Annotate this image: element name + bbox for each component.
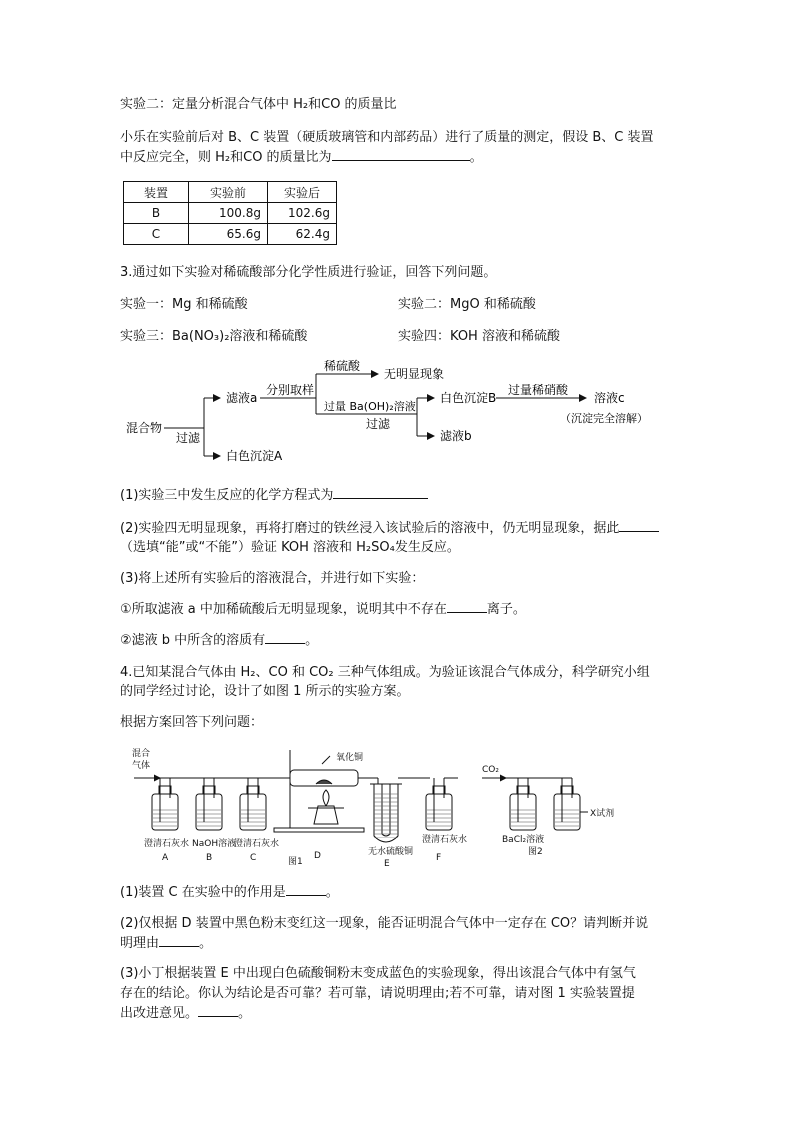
table-cell: 62.4g: [268, 224, 337, 245]
flow-dissolve: （沉淀完全溶解）: [560, 412, 648, 425]
fig-label-c-reagent: 澄清石灰水: [234, 839, 280, 849]
fig-co2: CO₂: [482, 765, 499, 775]
flow-filter1: 过滤: [176, 431, 201, 445]
fig-label-f-reagent: 澄清石灰水: [422, 835, 468, 845]
q3-s3b: ②滤液 b 中所含的溶质有 。: [120, 629, 680, 652]
fig-x-reagent: X试剂: [590, 809, 615, 819]
fig-gas-in-2: 气体: [132, 761, 151, 771]
table-cell: 65.6g: [189, 224, 268, 245]
bottle-a: [152, 778, 178, 830]
fig-label-a-reagent: 澄清石灰水: [144, 839, 190, 849]
fig-label-b-reagent: NaOH溶液: [192, 839, 237, 849]
q4-intro-line2: 的同学经过讨论，设计了如图 1 所示的实验方案。: [120, 684, 410, 699]
q4-answer-intro: 根据方案回答下列问题：: [120, 715, 264, 730]
flow-nitric: 过量稀硝酸: [508, 383, 569, 397]
q4-intro-line1: 4.已知某混合气体由 H₂、CO 和 CO₂ 三种气体组成。为验证该混合气体成分，科学研究小组: [120, 665, 650, 680]
fig-label-e: E: [384, 859, 390, 869]
fig-label-b: B: [206, 853, 213, 863]
flow-acid: 稀硫酸: [324, 359, 361, 373]
fig-label-f: F: [436, 853, 442, 863]
fig-label-a: A: [162, 853, 169, 863]
q3-s2-line1: (2)实验四无明显现象，再将打磨过的铁丝浸入该试验后的溶液中，仍无明显现象，据此: [120, 517, 680, 540]
table-cell: 100.8g: [189, 203, 268, 224]
answer-blank[interactable]: [286, 881, 326, 896]
q4-s2-line2: 明理由 。: [120, 932, 680, 955]
q3-s3a: ①所取滤液 a 中加稀硫酸后无明显现象，说明其中不存在 离子。: [120, 598, 680, 621]
answer-blank[interactable]: [265, 629, 305, 644]
answer-blank[interactable]: [198, 1002, 238, 1017]
apparatus-figure: [130, 744, 660, 870]
q3-exp2: 实验二：MgO 和稀硫酸: [398, 297, 536, 312]
q4-s3-line1: (3)小丁根据装置 E 中出现白色硫酸铜粉末变成蓝色的实验现象，得出该混合气体中有氢气: [120, 966, 636, 981]
flow-filter2: 过滤: [366, 417, 391, 431]
answer-blank[interactable]: [332, 146, 470, 161]
flow-filtrate-b: 滤液b: [440, 429, 472, 443]
q3-s1: (1)实验三中发生反应的化学方程式为: [120, 484, 680, 507]
q3-title: 3.通过如下实验对稀硫酸部分化学性质进行验证，回答下列问题。: [120, 265, 497, 280]
q4-s3-line2: 存在的结论。你认为结论是否可靠？若可靠，请说明理由;若不可靠，请对图 1 实验装置提: [120, 986, 635, 1001]
table-cell: C: [124, 224, 189, 245]
q4-s2-line1: (2)仅根据 D 装置中黑色粉末变红这一现象，能否证明混合气体中一定存在 CO？请判断并说: [120, 916, 649, 931]
flow-no-change: 无明显现象: [384, 367, 445, 381]
flow-precipitate-b: 白色沉淀B: [440, 391, 497, 405]
q3-exp4: 实验四：KOH 溶液和稀硫酸: [398, 329, 560, 344]
table-row: [124, 203, 337, 224]
q3-exp1: 实验一：Mg 和稀硫酸: [120, 297, 248, 312]
flow-solution-c: 溶液c: [594, 391, 625, 405]
exp2-text-line2: 中反应完全，则 H₂和CO 的质量比为 。: [120, 146, 680, 169]
flow-sample: 分别取样: [266, 383, 315, 397]
fig2-caption: 图2: [528, 847, 543, 857]
flow-diagram: [120, 358, 680, 468]
answer-blank[interactable]: [619, 517, 659, 532]
flow-filtrate-a: 滤液a: [226, 391, 258, 405]
fig-label-d: D: [314, 851, 321, 861]
q3-s3: (3)将上述所有实验后的溶液混合，并进行如下实验：: [120, 571, 425, 586]
fig-bacl2: BaCl₂溶液: [502, 835, 545, 845]
table-header: 实验前: [189, 182, 268, 203]
answer-blank[interactable]: [447, 598, 487, 613]
answer-blank[interactable]: [159, 932, 199, 947]
bottle-f: [426, 778, 458, 830]
q3-s2-line2: （选填“能”或“不能”）验证 KOH 溶液和 H₂SO₄发生反应。: [120, 540, 460, 555]
fig-label-c: C: [250, 853, 257, 863]
flow-mixture: 混合物: [126, 421, 163, 435]
q3-exp3: 实验三：Ba(NO₃)₂溶液和稀硫酸: [120, 329, 308, 344]
table-header: 实验后: [268, 182, 337, 203]
table-cell: B: [124, 203, 189, 224]
fig-copper-oxide: 氧化铜: [336, 753, 364, 763]
bottle-x: [554, 778, 588, 830]
fig-label-e-reagent: 无水硫酸铜: [368, 847, 414, 857]
exp2-text-line1: 小乐在实验前后对 B、C 装置（硬质玻璃管和内部药品）进行了质量的测定，假设 B、C 装置: [120, 130, 654, 145]
flow-precipitate-a: 白色沉淀A: [226, 449, 283, 463]
bottle-bacl2: [510, 778, 536, 830]
q4-s3-line3: 出改进意见。 。: [120, 1002, 680, 1025]
bottle-c: [240, 778, 266, 830]
table-header-row: [124, 182, 337, 203]
mass-table: [123, 181, 337, 245]
q4-s1: (1)装置 C 在实验中的作用是 。: [120, 881, 680, 904]
answer-blank[interactable]: [333, 484, 428, 499]
fig1-caption: 图1: [288, 857, 303, 867]
table-cell: 102.6g: [268, 203, 337, 224]
flow-baoh: 过量 Ba(OH)₂溶液: [324, 400, 416, 413]
fig-gas-in-1: 混合: [132, 749, 151, 759]
exp2-title: 实验二：定量分析混合气体中 H₂和CO 的质量比: [120, 97, 397, 112]
table-header: 装置: [124, 182, 189, 203]
bottle-b: [196, 778, 222, 830]
table-row: [124, 224, 337, 245]
